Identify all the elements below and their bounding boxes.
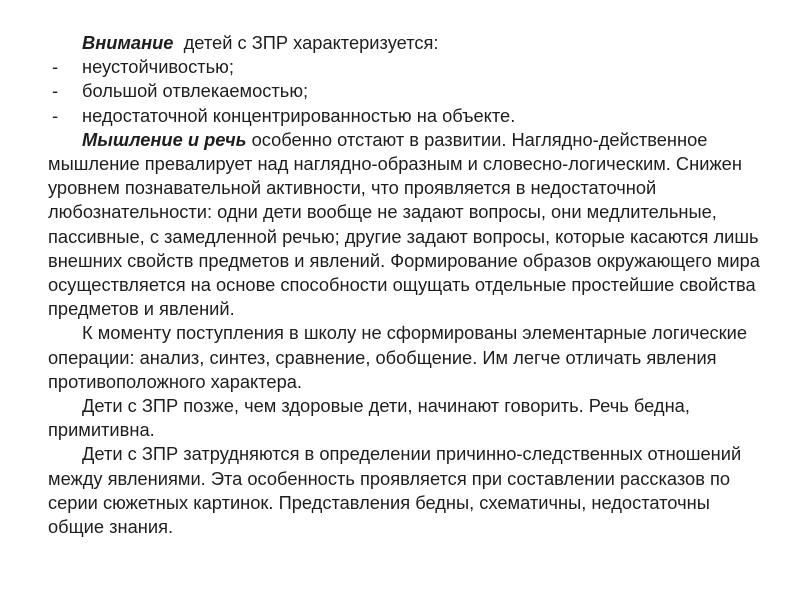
dash-bullet: - <box>52 56 59 78</box>
list-item <box>48 55 764 79</box>
document-page <box>48 31 764 539</box>
thinking-paragraph <box>48 128 764 322</box>
dash-bullet: - <box>52 104 59 126</box>
list-item-text: неустойчивостью; <box>82 56 234 78</box>
thinking-text: особенно отстают в развитии. Наглядно-действенное мышление превалирует над наглядно-образным и словесно-логическим. Снижен уровнем познавательной активности, что проявляется в недостаточной любознательности: одни дети вообще не задают вопросы, они медлительные, пассивные, с замедленной речью; другие задают вопросы, которые касаются лишь внешних свойств предметов и явлений. Формирование образов окружающего мира осуществляется на основе способности ощущать отдельные простейшие свойства предметов и явлений. <box>48 128 760 320</box>
list-item <box>48 79 764 103</box>
thinking-heading: Мышление и речь <box>82 128 247 150</box>
list-item <box>48 104 764 128</box>
dash-bullet: - <box>52 80 59 102</box>
attention-heading: Внимание <box>82 32 174 53</box>
list-item-text: недостаточной концентрированностью на объекте. <box>82 104 516 126</box>
logic-paragraph: К моменту поступления в школу не сформированы элементарные логические операции: анализ, синтез, сравнение, обобщение. Им легче отличать явления противоположного характера. <box>48 322 748 392</box>
list-item-text: большой отвлекаемостью; <box>82 80 309 102</box>
attention-paragraph <box>48 31 764 55</box>
causality-paragraph: Дети с ЗПР затрудняются в определении причинно-следственных отношений между явлениями. Эта особенность проявляется при составлении рассказов по серии сюжетных картинок. Представления бедны, схематичны, недостаточны общие знания. <box>48 443 742 538</box>
attention-intro: детей с ЗПР характеризуется: <box>173 32 439 53</box>
attention-list <box>48 55 764 128</box>
speech-paragraph: Дети с ЗПР позже, чем здоровые дети, начинают говорить. Речь бедна, примитивна. <box>48 395 690 441</box>
